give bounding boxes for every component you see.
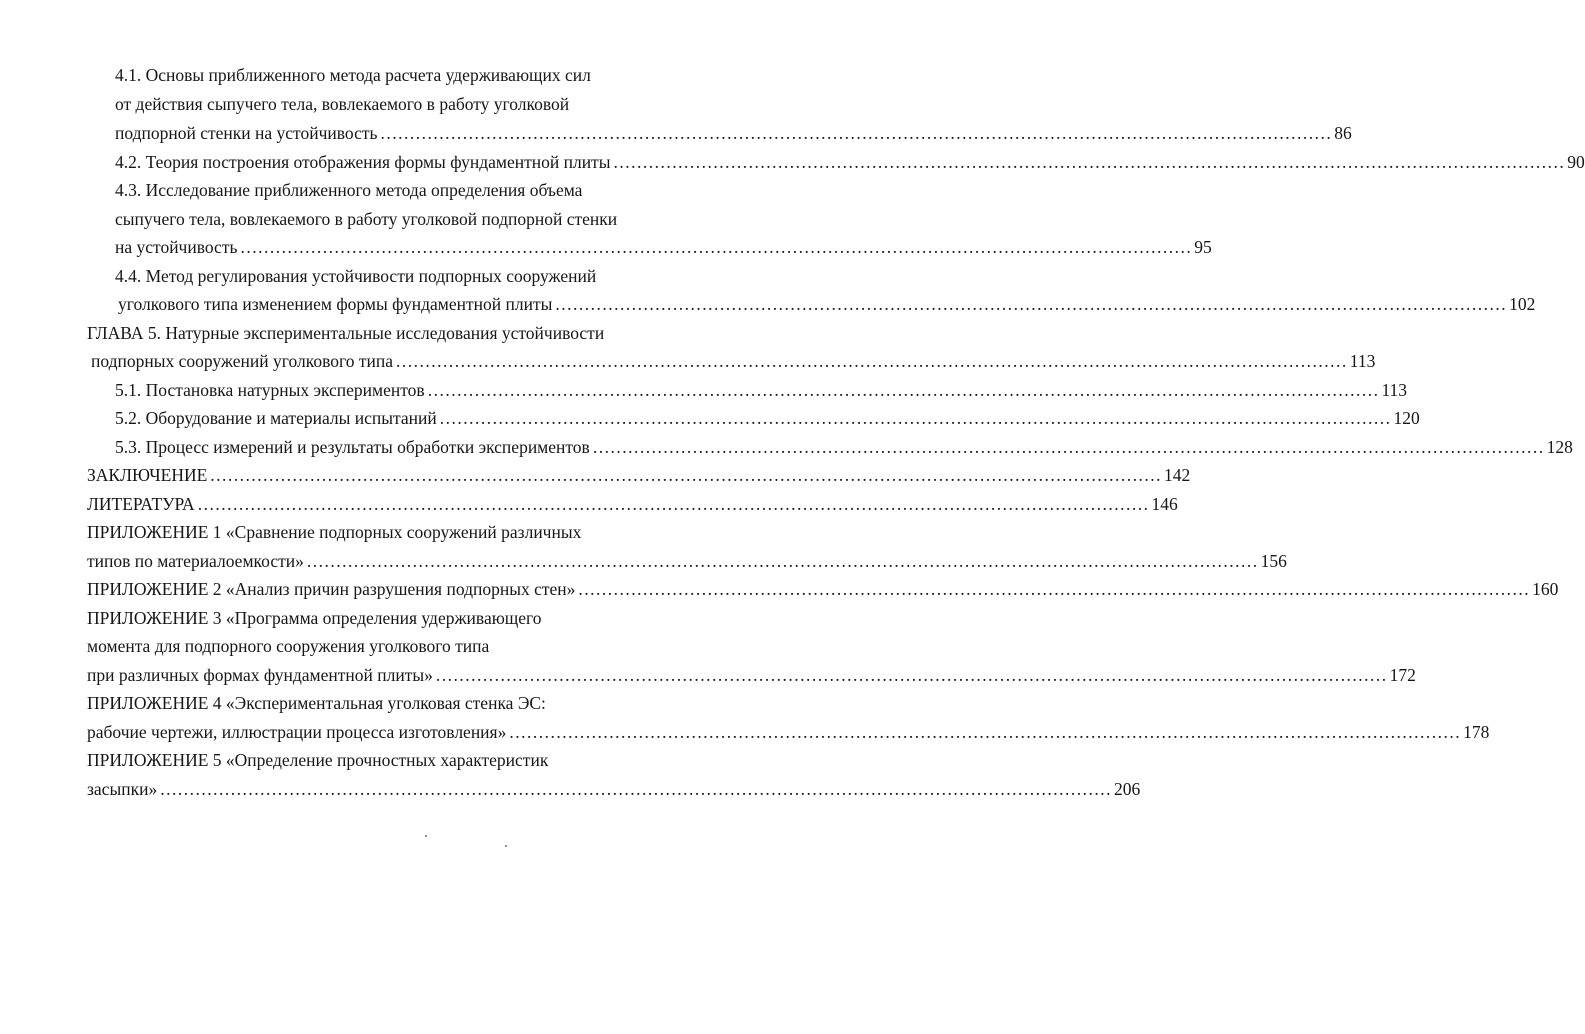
toc-entry-chapter-5[interactable] (91, 349, 1376, 373)
toc-entry-appendix-5[interactable] (87, 777, 1141, 801)
toc-4-3-line-1: 4.3. Исследование приближенного метода определения объема (115, 180, 583, 200)
toc-chapter-5-line-1: ГЛАВА 5. Натурные экспериментальные исследования устойчивости (87, 323, 605, 343)
toc-4-1-line-2: от действия сыпучего тела, вовлекаемого в работу уголковой (115, 94, 570, 114)
toc-entry-4-4[interactable] (118, 292, 1536, 316)
toc-entry-appendix-1[interactable] (87, 549, 1287, 573)
toc-appendix-5-line-2: засыпки» (87, 779, 158, 799)
scan-speck (505, 845, 507, 847)
toc-entry-appendix-4[interactable] (87, 720, 1490, 744)
page-number: 206 (1113, 779, 1141, 799)
toc-literature-title: ЛИТЕРАТУРА (87, 494, 195, 514)
toc-5-2-line-1: 5.2. Оборудование и материалы испытаний (115, 408, 437, 428)
dot-leader: .................................................................................................................................................................. (613, 152, 1566, 172)
dot-leader: .................................................................................................................................................................. (197, 494, 1150, 514)
toc-4-1-line-3: подпорной стенки на устойчивость (115, 123, 378, 143)
toc-chapter-5-line-2: подпорных сооружений уголкового типа (91, 351, 394, 371)
page-number: 102 (1509, 294, 1536, 314)
page-number: 95 (1194, 237, 1212, 257)
page-number: 146 (1151, 494, 1178, 514)
toc-4-4-line-2: уголкового типа изменением формы фундаментной плиты (118, 294, 553, 314)
page-number: 86 (1334, 123, 1352, 143)
page-number: 128 (1546, 437, 1573, 457)
toc-4-3-line-3: на устойчивость (115, 237, 238, 257)
page-number: 172 (1389, 665, 1416, 685)
dot-leader: .................................................................................................................................................................. (380, 123, 1333, 143)
toc-appendix-4-line-2: рабочие чертежи, иллюстрации процесса изготовления» (87, 722, 507, 742)
toc-entry-4-2[interactable] (115, 150, 1585, 174)
dot-leader: .................................................................................................................................................................. (578, 579, 1531, 599)
dot-leader: .................................................................................................................................................................. (509, 722, 1462, 742)
toc-entry-5-1[interactable] (115, 378, 1408, 402)
page-number: 90 (1567, 152, 1585, 172)
toc-5-1-line-1: 5.1. Постановка натурных экспериментов (115, 380, 425, 400)
toc-entry-appendix-3[interactable] (87, 663, 1416, 687)
page-number: 156 (1260, 551, 1287, 571)
page-number: 113 (1381, 380, 1408, 400)
dot-leader: .................................................................................................................................................................. (160, 779, 1112, 799)
dot-leader: .................................................................................................................................................................. (555, 294, 1508, 314)
toc-entry-appendix-2[interactable] (87, 577, 1559, 601)
toc-appendix-1-line-2: типов по материалоемкости» (87, 551, 304, 571)
toc-entry-5-2[interactable] (115, 406, 1420, 430)
toc-4-4-line-1: 4.4. Метод регулирования устойчивости подпорных сооружений (115, 266, 597, 286)
page-number: 160 (1532, 579, 1559, 599)
toc-appendix-3-line-3: при различных формах фундаментной плиты» (87, 665, 433, 685)
toc-entry-4-1[interactable] (115, 121, 1352, 145)
dot-leader: .................................................................................................................................................................. (592, 437, 1545, 457)
toc-entry-literature[interactable] (87, 492, 1178, 516)
toc-appendix-1-line-1: ПРИЛОЖЕНИЕ 1 «Сравнение подпорных сооружений различных (87, 522, 582, 542)
toc-entry-5-3[interactable] (115, 435, 1573, 459)
toc-entry-conclusion[interactable] (87, 463, 1191, 487)
toc-entry-4-3[interactable] (115, 235, 1212, 259)
page-number: 178 (1463, 722, 1490, 742)
toc-5-3-line-1: 5.3. Процесс измерений и результаты обработки экспериментов (115, 437, 590, 457)
dot-leader: .................................................................................................................................................................. (240, 237, 1193, 257)
toc-appendix-3-line-1: ПРИЛОЖЕНИЕ 3 «Программа определения удерживающего (87, 608, 542, 628)
dot-leader: .................................................................................................................................................................. (435, 665, 1388, 685)
toc-appendix-5-line-1: ПРИЛОЖЕНИЕ 5 «Определение прочностных характеристик (87, 750, 549, 770)
page-number: 142 (1164, 465, 1191, 485)
toc-conclusion-title: ЗАКЛЮЧЕНИЕ (87, 465, 208, 485)
toc-4-3-line-2: сыпучего тела, вовлекаемого в работу уголковой подпорной стенки (115, 209, 618, 229)
page-number: 120 (1393, 408, 1420, 428)
toc-appendix-2-line-1: ПРИЛОЖЕНИЕ 2 «Анализ причин разрушения подпорных стен» (87, 579, 576, 599)
scan-speck (425, 835, 427, 837)
dot-leader: .................................................................................................................................................................. (210, 465, 1163, 485)
toc-4-2-line-1: 4.2. Теория построения отображения формы фундаментной плиты (115, 152, 611, 172)
dot-leader: .................................................................................................................................................................. (306, 551, 1259, 571)
dot-leader: .................................................................................................................................................................. (427, 380, 1380, 400)
toc-4-1-line-1: 4.1. Основы приближенного метода расчета удерживающих сил (115, 65, 591, 85)
dot-leader: .................................................................................................................................................................. (439, 408, 1392, 428)
page-number: 113 (1349, 351, 1376, 371)
dot-leader: .................................................................................................................................................................. (396, 351, 1348, 371)
toc-appendix-4-line-1: ПРИЛОЖЕНИЕ 4 «Экспериментальная уголковая стенка ЭС: (87, 693, 546, 713)
toc-appendix-3-line-2: момента для подпорного сооружения уголкового типа (87, 636, 490, 656)
